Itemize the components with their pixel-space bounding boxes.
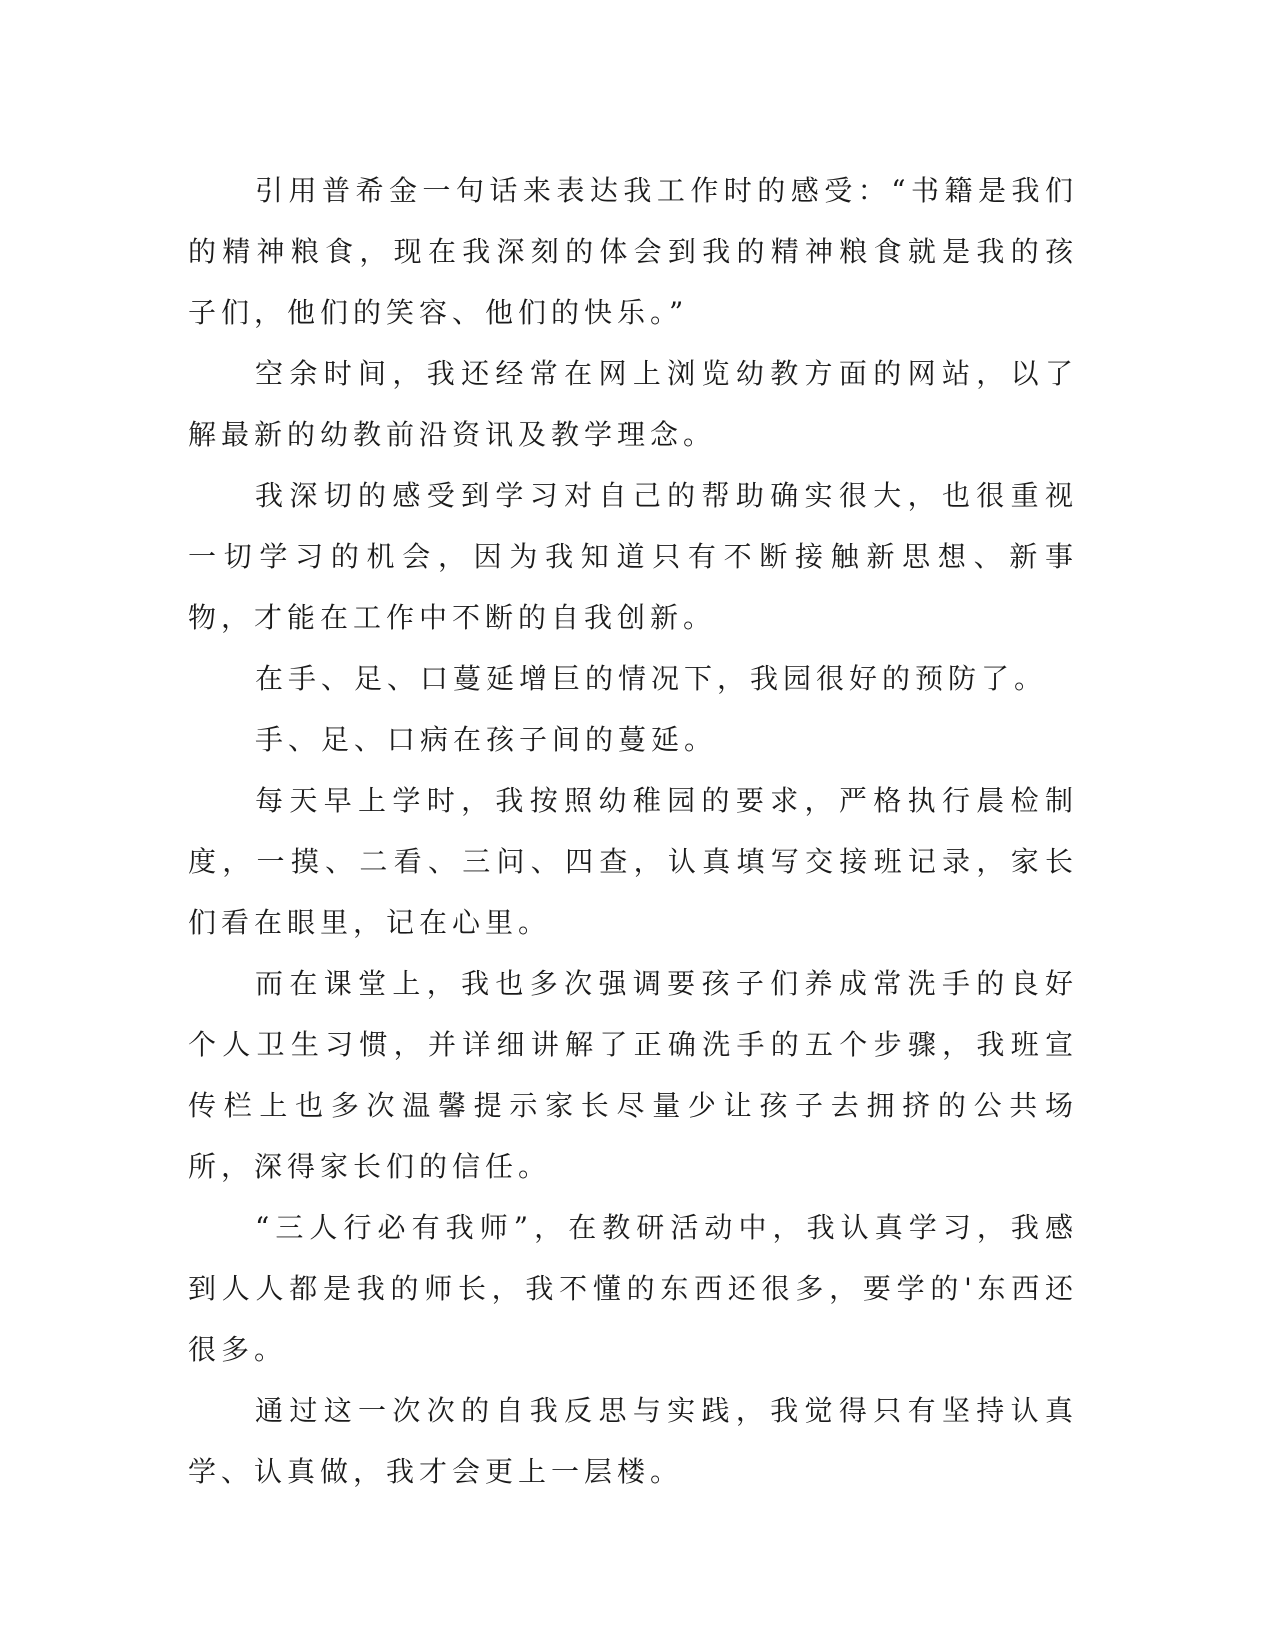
paragraph: 手、足、口病在孩子间的蔓延。 <box>255 723 718 756</box>
paragraph: “三人行必有我师”，在教研活动中，我认真学习，我感到人人都是我的师长，我不懂的东西还很多，要学的'东西还很多。 <box>188 1211 1078 1366</box>
paragraph: 引用普希金一句话来表达我工作时的感受：“书籍是我们的精神粮食，现在我深刻的体会到我的精神粮食就是我的孩子们，他们的笑容、他们的快乐。” <box>188 174 1078 329</box>
paragraph: 在手、足、口蔓延增巨的情况下，我园很好的预防了。 <box>255 662 1048 695</box>
paragraph: 每天早上学时，我按照幼稚园的要求，严格执行晨检制度，一摸、二看、三问、四查，认真填写交接班记录，家长们看在眼里，记在心里。 <box>188 784 1078 939</box>
paragraph: 我深切的感受到学习对自己的帮助确实很大，也很重视一切学习的机会，因为我知道只有不断接触新思想、新事物，才能在工作中不断的自我创新。 <box>188 479 1078 634</box>
paragraph: 而在课堂上，我也多次强调要孩子们养成常洗手的良好个人卫生习惯，并详细讲解了正确洗手的五个步骤，我班宣传栏上也多次温馨提示家长尽量少让孩子去拥挤的公共场所，深得家长们的信任。 <box>188 967 1078 1183</box>
document-body <box>188 160 1078 1502</box>
paragraph: 空余时间，我还经常在网上浏览幼教方面的网站，以了解最新的幼教前沿资讯及教学理念。 <box>188 357 1078 451</box>
paragraph: 通过这一次次的自我反思与实践，我觉得只有坚持认真学、认真做，我才会更上一层楼。 <box>188 1394 1078 1488</box>
